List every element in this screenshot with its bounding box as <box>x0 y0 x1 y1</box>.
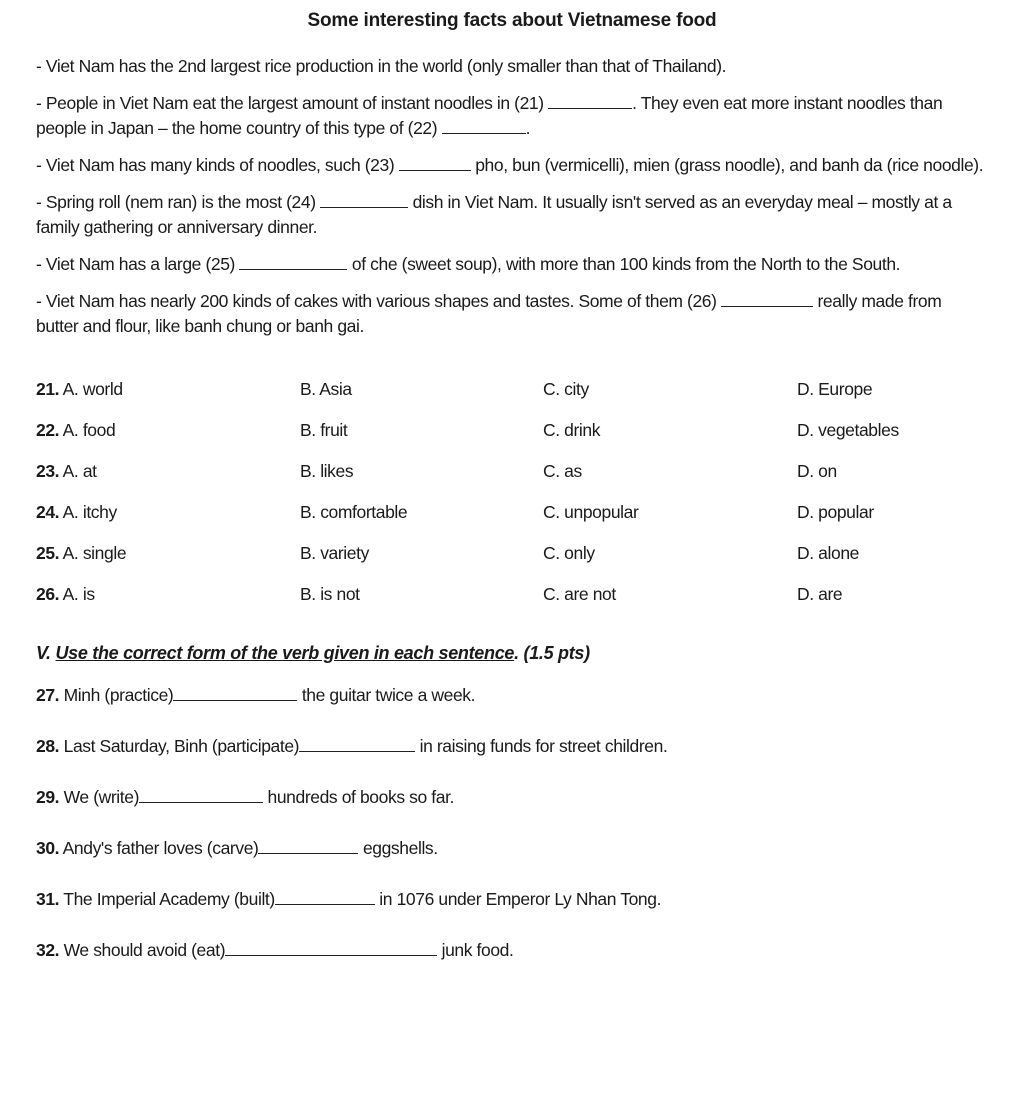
option-b[interactable]: B. variety <box>300 543 369 563</box>
question-row <box>36 533 988 574</box>
passage-paragraph-2 <box>36 91 988 141</box>
option-a-label: A. itchy <box>62 502 117 522</box>
option-c[interactable]: C. drink <box>543 420 601 440</box>
option-c[interactable]: C. city <box>543 379 589 399</box>
verb-question <box>36 684 988 735</box>
passage-text: - Viet Nam has the 2nd largest rice production in the world (only smaller than that of Thailand). <box>36 56 727 76</box>
passage-text: really made from butter and flour, like banh chung or banh gai. <box>36 291 942 336</box>
passage-paragraph-5 <box>36 252 988 277</box>
answer-blank-29[interactable] <box>139 786 263 803</box>
option-a-label: A. is <box>62 584 95 604</box>
section-prefix: V. <box>36 643 56 663</box>
question-number: 32. <box>36 940 60 960</box>
blank-21[interactable] <box>548 92 632 109</box>
question-row <box>36 410 988 451</box>
verb-question <box>36 735 988 786</box>
question-number: 29. <box>36 787 60 807</box>
option-a[interactable] <box>36 543 300 564</box>
option-d[interactable]: D. popular <box>797 502 874 522</box>
answer-blank-28[interactable] <box>299 735 415 752</box>
option-c[interactable]: C. only <box>543 543 595 563</box>
verb-continuation: junk food. <box>441 940 514 960</box>
question-number: 27. <box>36 685 60 705</box>
option-a[interactable] <box>36 379 300 400</box>
verb-continuation: hundreds of books so far. <box>267 787 455 807</box>
question-row <box>36 451 988 492</box>
verb-exercise-list <box>36 684 988 990</box>
option-a-label: A. food <box>62 420 116 440</box>
page-title: Some interesting facts about Vietnamese food <box>307 10 717 31</box>
blank-26[interactable] <box>721 290 813 307</box>
option-b[interactable]: B. likes <box>300 461 354 481</box>
section-instruction: Use the correct form of the verb given in each sentence <box>55 643 515 663</box>
option-b[interactable]: B. is not <box>300 584 360 604</box>
question-number: 28. <box>36 736 60 756</box>
passage-text: - Viet Nam has nearly 200 kinds of cakes with various shapes and tastes. Some of them (26) <box>36 291 717 311</box>
verb-question <box>36 837 988 888</box>
passage-text: pho, bun (vermicelli), mien (grass noodle), and banh da (rice noodle). <box>475 155 984 175</box>
question-number: 21. <box>36 379 60 399</box>
option-c[interactable]: C. as <box>543 461 582 481</box>
verb-question <box>36 939 988 990</box>
question-number: 22. <box>36 420 60 440</box>
blank-25[interactable] <box>239 253 347 270</box>
question-number: 26. <box>36 584 60 604</box>
option-c[interactable]: C. unpopular <box>543 502 639 522</box>
option-a[interactable] <box>36 461 300 482</box>
passage-text: - Spring roll (nem ran) is the most (24) <box>36 192 316 212</box>
question-number: 24. <box>36 502 60 522</box>
passage-text: . <box>525 118 531 138</box>
option-b[interactable]: B. comfortable <box>300 502 408 522</box>
passage-text: - Viet Nam has a large (25) <box>36 254 235 274</box>
option-a[interactable] <box>36 502 300 523</box>
passage-paragraph-6 <box>36 289 988 339</box>
verb-prompt: We should avoid (eat) <box>63 940 226 960</box>
verb-question <box>36 786 988 837</box>
passage-text: - People in Viet Nam eat the largest amount of instant noodles in (21) <box>36 93 544 113</box>
question-row <box>36 574 988 615</box>
option-c[interactable]: C. are not <box>543 584 616 604</box>
verb-continuation: in raising funds for street children. <box>419 736 668 756</box>
question-row <box>36 369 988 410</box>
option-a[interactable] <box>36 420 300 441</box>
passage-paragraph-3 <box>36 153 988 178</box>
section-v-heading <box>36 643 988 664</box>
answer-blank-27[interactable] <box>173 684 297 701</box>
passage-text: of che (sweet soup), with more than 100 kinds from the North to the South. <box>351 254 901 274</box>
answer-blank-32[interactable] <box>225 939 437 956</box>
answer-blank-31[interactable] <box>275 888 375 905</box>
passage-text: dish in Viet Nam. It usually isn't served as an everyday meal – mostly at a family gathering or anniversary dinner. <box>36 192 952 237</box>
option-a-label: A. at <box>62 461 97 481</box>
option-a-label: A. world <box>62 379 123 399</box>
section-points: . (1.5 pts) <box>514 643 590 663</box>
verb-continuation: the guitar twice a week. <box>301 685 476 705</box>
answer-blank-30[interactable] <box>258 837 358 854</box>
question-row <box>36 492 988 533</box>
passage-text: - Viet Nam has many kinds of noodles, such (23) <box>36 155 395 175</box>
verb-question <box>36 888 988 939</box>
blank-24[interactable] <box>320 191 408 208</box>
verb-prompt: The Imperial Academy (built) <box>63 889 275 909</box>
verb-continuation: in 1076 under Emperor Ly Nhan Tong. <box>379 889 662 909</box>
option-a[interactable] <box>36 584 300 605</box>
question-number: 25. <box>36 543 60 563</box>
multiple-choice-list <box>36 369 988 615</box>
option-d[interactable]: D. on <box>797 461 837 481</box>
verb-prompt: Last Saturday, Binh (participate) <box>63 736 300 756</box>
verb-prompt: Andy's father loves (carve) <box>62 838 259 858</box>
option-d[interactable]: D. are <box>797 584 843 604</box>
option-d[interactable]: D. Europe <box>797 379 873 399</box>
verb-prompt: We (write) <box>63 787 140 807</box>
blank-23[interactable] <box>399 154 471 171</box>
verb-prompt: Minh (practice) <box>63 685 174 705</box>
option-b[interactable]: B. Asia <box>300 379 352 399</box>
question-number: 30. <box>36 838 60 858</box>
option-b[interactable]: B. fruit <box>300 420 348 440</box>
blank-22[interactable] <box>442 117 526 134</box>
verb-continuation: eggshells. <box>362 838 438 858</box>
question-number: 31. <box>36 889 60 909</box>
passage-paragraph-4 <box>36 190 988 240</box>
option-d[interactable]: D. vegetables <box>797 420 899 440</box>
passage-paragraph-1 <box>36 54 988 79</box>
option-d[interactable]: D. alone <box>797 543 859 563</box>
option-a-label: A. single <box>62 543 127 563</box>
passage-text: . They even eat more instant noodles than people in Japan – the home country of this type of (22) <box>36 93 943 138</box>
question-number: 23. <box>36 461 60 481</box>
